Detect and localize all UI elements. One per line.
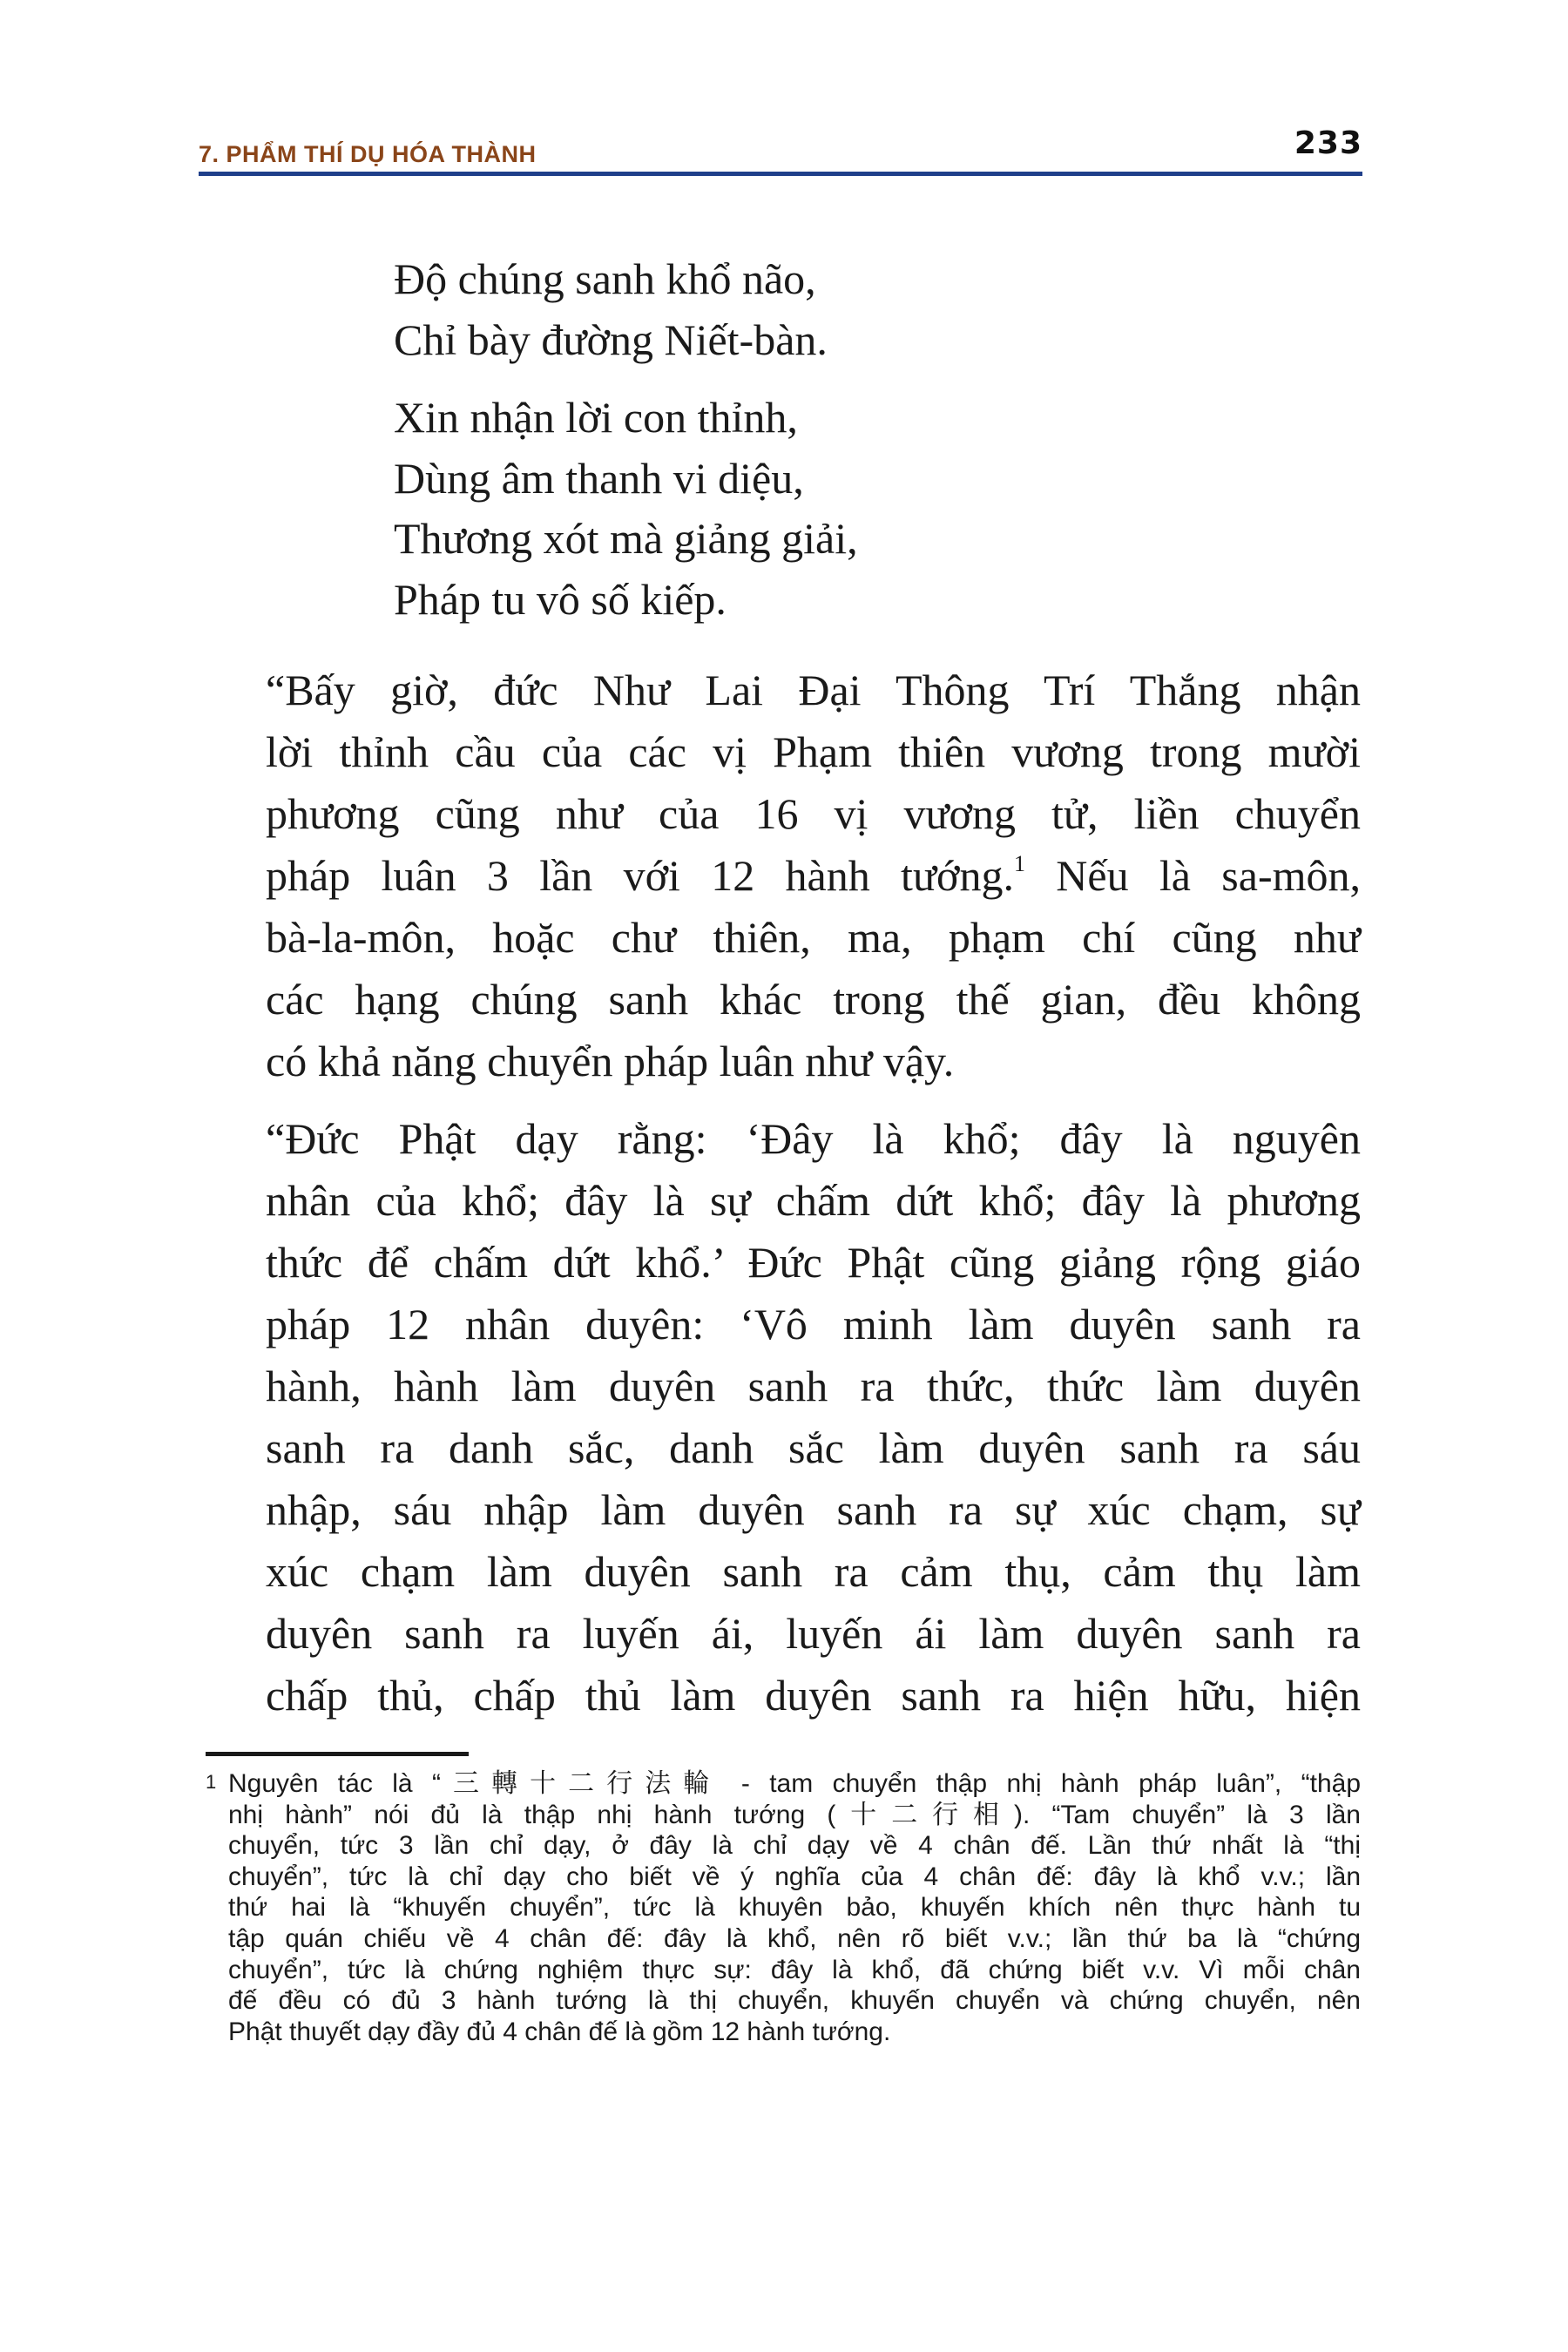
header-rule	[199, 172, 1362, 176]
paragraph	[205, 1108, 1361, 1727]
text-line: sanh ra danh sắc, danh sắc làm duyên sanh ra sáu	[266, 1423, 1361, 1472]
footnote-line: Phật thuyết dạy đầy đủ 4 chân đế là gồm 12 hành tướng.	[228, 2017, 891, 2046]
verse-stanza	[394, 388, 1352, 630]
text-line: duyên sanh ra luyến ái, luyến ái làm duyên sanh ra	[266, 1609, 1361, 1658]
verse-line: Thương xót mà giảng giải,	[394, 514, 858, 563]
verse-line: Chỉ bày đường Niết-bàn.	[394, 314, 828, 364]
text-line: có khả năng chuyển pháp luân như vậy.	[266, 1037, 955, 1085]
paragraph	[205, 659, 1361, 1092]
footnote-line: chuyển”, tức là chứng nghiệm thực sự: đây là khổ, đã chứng biết v.v. Vì mỗi chân	[228, 1955, 1361, 1984]
text-line	[205, 845, 1361, 907]
text-line: “Bấy giờ, đức Như Lai Đại Thông Trí Thắng nhận	[266, 666, 1361, 714]
text-line: phương cũng như của 16 vị vương tử, liền chuyển	[266, 789, 1361, 838]
text-line: lời thỉnh cầu của các vị Phạm thiên vương trong mười	[266, 727, 1361, 776]
text-line: xúc chạm làm duyên sanh ra cảm thụ, cảm thụ làm	[266, 1547, 1361, 1596]
chapter-title: 7. PHẨM THÍ DỤ HÓA THÀNH	[199, 141, 537, 167]
body-text	[205, 659, 1361, 1727]
footnote-line: chuyển, tức 3 lần chỉ dạy, ở đây là chỉ dạy về 4 chân đế. Lần thứ nhất là “thị	[228, 1831, 1361, 1861]
footnote-line	[228, 1768, 1361, 1800]
running-header	[199, 124, 1362, 178]
text-segment: Nguyên tác là “	[228, 1769, 441, 1798]
footnote-marker: 1	[206, 1771, 217, 1793]
footnote-reference[interactable]: 1	[1013, 851, 1025, 876]
footnote-line: đế đều có đủ 3 hành tướng là thị chuyển, khuyến chuyển và chứng chuyển, nên	[228, 1986, 1361, 2016]
text-line: “Đức Phật dạy rằng: ‘Đây là khổ; đây là nguyên	[266, 1114, 1361, 1163]
footnote	[206, 1768, 1361, 2047]
footnote-line	[228, 1800, 1361, 1831]
verse-line: Xin nhận lời con thỉnh,	[394, 393, 798, 442]
text-line: hành, hành làm duyên sanh ra thức, thức làm duyên	[266, 1362, 1361, 1410]
text-segment: - tam chuyển thập nhị hành pháp luân”, “thập	[721, 1769, 1362, 1798]
verse-line: Độ chúng sanh khổ não,	[394, 254, 816, 303]
footnote-body	[228, 1768, 1361, 2047]
footnote-line: thứ hai là “khuyến chuyển”, tức là khuyên bảo, khuyến khích nên thực hành tu	[228, 1893, 1361, 1923]
verse-stanza	[394, 249, 1352, 370]
chinese-term: 三轉十二行法輪	[440, 1768, 722, 1799]
text-line: nhân của khổ; đây là sự chấm dứt khổ; đây là phương	[266, 1176, 1361, 1225]
text-line: thức để chấm dứt khổ.’ Đức Phật cũng giảng rộng giáo	[266, 1238, 1361, 1287]
chinese-term: 十二行相	[835, 1799, 1014, 1830]
text-line: bà-la-môn, hoặc chư thiên, ma, phạm chí cũng như	[266, 913, 1361, 962]
footnote-line: chuyển”, tức là chỉ dạy cho biết về ý nghĩa của 4 chân đế: đây là khổ v.v.; lần	[228, 1862, 1361, 1891]
text-line: các hạng chúng sanh khác trong thế gian, đều không	[266, 975, 1361, 1024]
text-line: pháp 12 nhân duyên: ‘Vô minh làm duyên sanh ra	[266, 1300, 1361, 1348]
verse-line: Pháp tu vô số kiếp.	[394, 574, 727, 624]
page-number: 233	[1294, 125, 1362, 161]
verse-line: Dùng âm thanh vi diệu,	[394, 453, 804, 503]
footnote-line: tập quán chiếu về 4 chân đế: đây là khổ, nên rõ biết v.v.; lần thứ ba là “chứng	[228, 1923, 1361, 1953]
text-segment: nhị hành” nói đủ là thập nhị hành tướng (	[228, 1800, 836, 1829]
text-segment: Nếu là sa-môn,	[1024, 851, 1361, 900]
text-line: chấp thủ, chấp thủ làm duyên sanh ra hiện hữu, hiện	[266, 1671, 1361, 1720]
footnote-separator	[206, 1752, 469, 1756]
text-segment: ). “Tam chuyển” là 3 lần	[1013, 1800, 1361, 1829]
text-line: nhập, sáu nhập làm duyên sanh ra sự xúc chạm, sự	[266, 1485, 1361, 1534]
text-segment: pháp luân 3 lần với 12 hành tướng.	[266, 851, 1014, 900]
verse-block	[394, 249, 1352, 630]
